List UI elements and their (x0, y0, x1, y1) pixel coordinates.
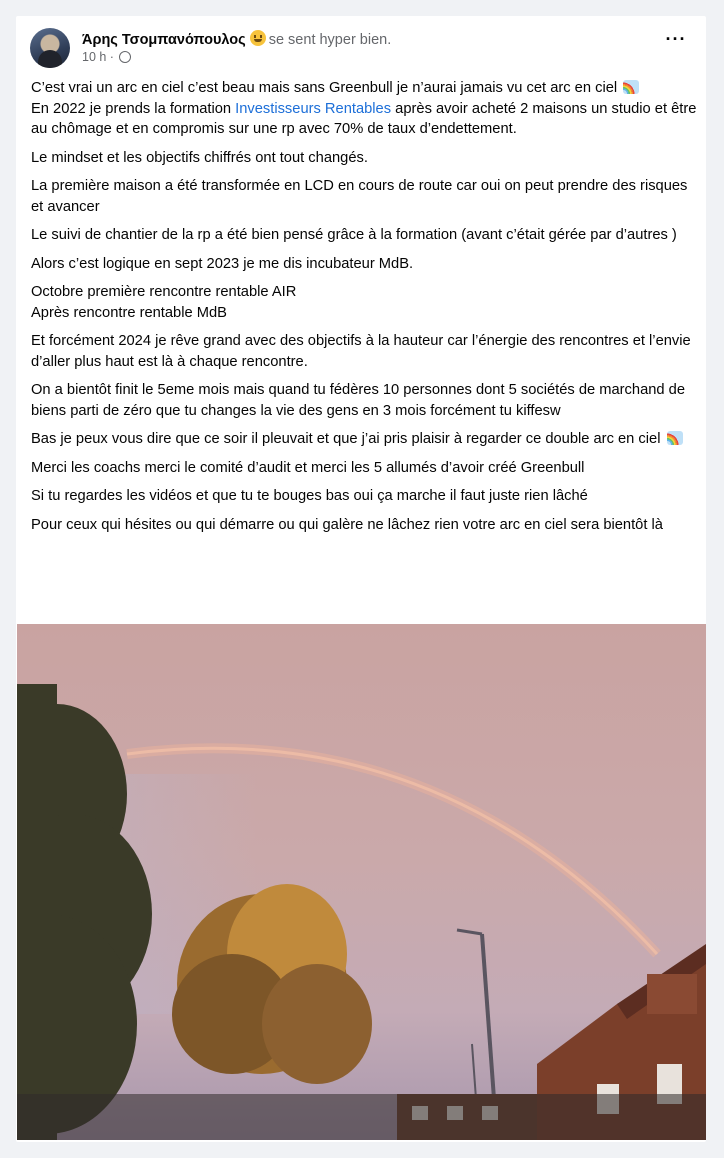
paragraph: On a bientôt finit le 5eme mois mais quand tu fédères 10 personnes dont 5 sociétés de marchand de biens parti de zéro que tu changes la vie des gens en 3 mois forcément tu kiffesw (31, 382, 685, 419)
author-line (82, 30, 391, 48)
paragraph (31, 78, 703, 140)
text-line: Bas je peux vous dire que ce soir il pleuvait et que j’ai pris plaisir à regarder ce double arc en ciel (31, 431, 661, 447)
ground-shadow (17, 1094, 706, 1140)
globe-icon[interactable] (119, 51, 131, 63)
author-name[interactable]: Άρης Τσομπανόπουλος (82, 32, 246, 48)
paragraph (31, 429, 703, 450)
paragraph: Pour ceux qui hésites ou qui démarre ou qui galère ne lâchez rien votre arc en ciel sera bientôt là (31, 516, 663, 533)
rainbow-icon (667, 431, 683, 445)
grinning-face-icon (250, 30, 266, 46)
text-line: Octobre première rencontre rentable AIR (31, 284, 297, 300)
paragraph: Si tu regardes les vidéos et que tu te bouges bas oui ça marche il faut juste rien lâché (31, 488, 588, 504)
paragraph: Le suivi de chantier de la rp a été bien pensé grâce à la formation (avant c’était gérée par d’autres ) (31, 227, 677, 243)
paragraph: Alors c’est logique en sept 2023 je me dis incubateur MdB. (31, 255, 414, 272)
more-options-icon[interactable]: ··· (665, 29, 687, 49)
text-line: après avoir acheté 2 maisons un studio et être au chômage et en compromis sur une rp avec 70% de taux d’endettement. (31, 100, 697, 137)
training-link[interactable]: Investisseurs Rentables (235, 100, 392, 117)
post-meta (82, 50, 131, 64)
paragraph: Le mindset et les objectifs chiffrés ont tout changés. (31, 149, 368, 166)
timestamp[interactable]: 10 h · (82, 50, 114, 64)
paragraph: Merci les coachs merci le comité d’audit et merci les 5 allumés d’avoir créé Greenbull (31, 459, 585, 476)
post-photo[interactable] (17, 624, 706, 1140)
post-text (31, 78, 703, 543)
feeling-text: se sent hyper bien. (268, 32, 392, 48)
paragraph: Et forcément 2024 je rêve grand avec des objectifs à la hauteur car l’énergie des rencontres et l’envie d’aller plus haut est là à chaque rencontre. (31, 333, 691, 370)
post-header (30, 28, 692, 70)
post-card (16, 16, 706, 1142)
text-line: En 2022 je prends la formation (31, 100, 232, 117)
rainbow-photo (17, 624, 706, 1140)
text-line: Après rencontre rentable MdB (31, 304, 227, 321)
paragraph (31, 282, 703, 323)
paragraph: La première maison a été transformée en LCD en cours de route car oui on peut prendre des risques et avancer (31, 178, 688, 215)
rainbow-icon (623, 80, 639, 94)
text-line: C’est vrai un arc en ciel c’est beau mais sans Greenbull je n’aurai jamais vu cet arc en ciel (31, 80, 618, 96)
avatar[interactable] (30, 28, 70, 68)
